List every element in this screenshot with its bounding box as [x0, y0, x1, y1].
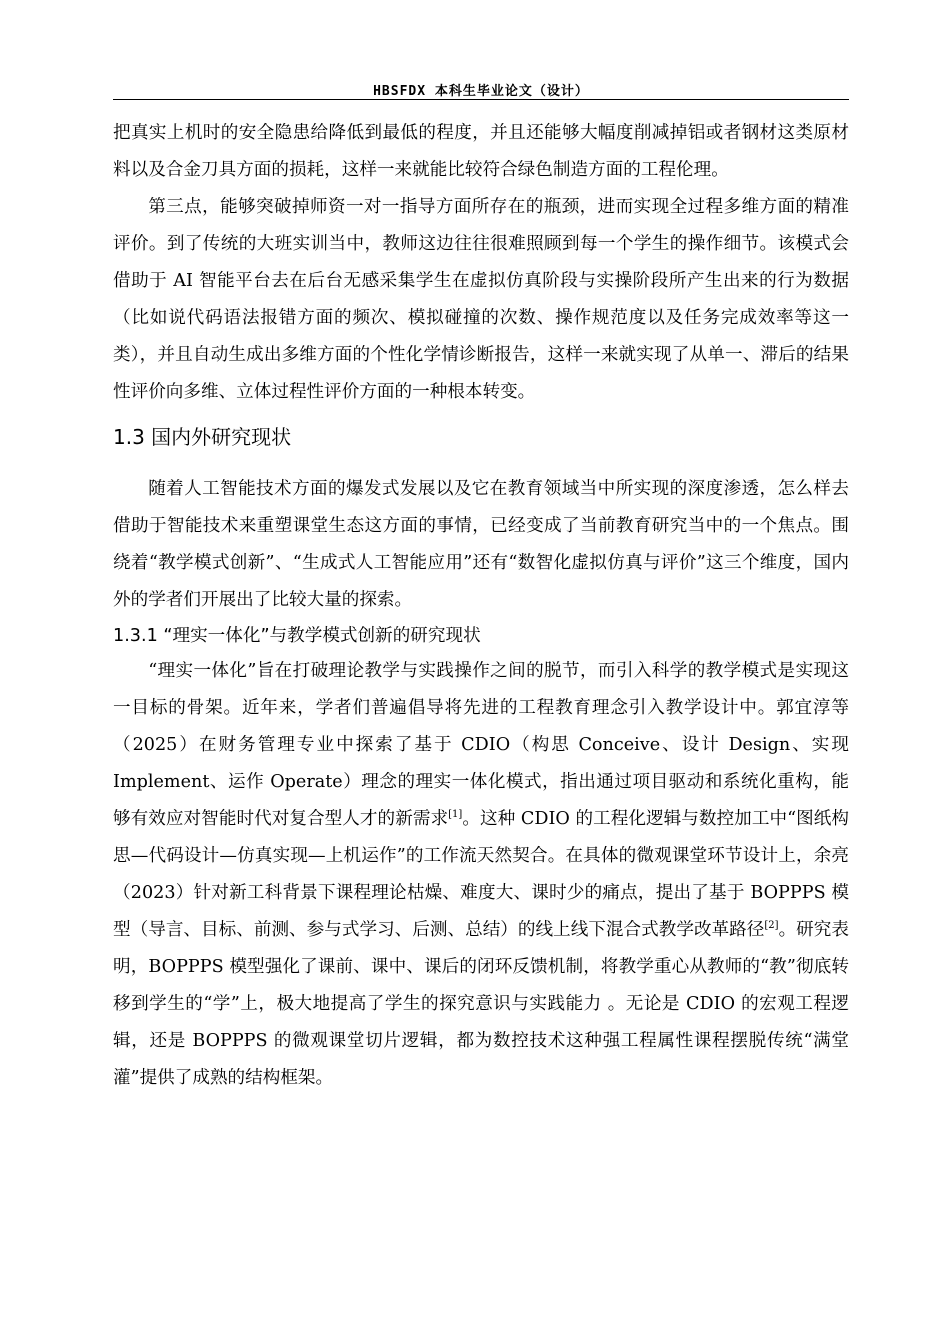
- paragraph-4-part-c: 。研究表明，BOPPPS 模型强化了课前、课中、课后的闭环反馈机制，将教学重心从教师的“教”彻底转移到学生的“学”上，极大地提高了学生的探究意识与实践能力 。无论是 CDIO 的宏观工程逻辑，还是 BOPPPS 的微观课堂切片逻辑，都为数控技术这种强工程属性课程摆脱传统“满堂灌”提供了成熟的结构框架。: [113, 920, 849, 1088]
- paragraph-4-part-a: “理实一体化”旨在打破理论教学与实践操作之间的脱节，而引入科学的教学模式是实现这一目标的骨架。近年来，学者们普遍倡导将先进的工程教育理念引入教学设计中。郭宜淳等（2025）在财务管理专业中探索了基于 CDIO（构思 Conceive、设计 Design、实现 Implement、运作 Operate）理念的理实一体化模式，指出通过项目驱动和系统化重构，能够有效应对智能时代对复合型人才的新需求: [113, 661, 849, 829]
- paragraph-4: [113, 653, 849, 1097]
- section-heading-1-3: 1.3 国内外研究现状: [113, 425, 292, 449]
- running-header: HBSFDX 本科生毕业论文（设计）: [373, 84, 589, 99]
- paragraph-2: 第三点，能够突破掉师资一对一指导方面所存在的瓶颈，进而实现全过程多维方面的精准评价。到了传统的大班实训当中，教师这边往往很难照顾到每一个学生的操作细节。该模式会借助于 AI 智能平台去在后台无感采集学生在虚拟仿真阶段与实操阶段所产生出来的行为数据（比如说代码语法报错方面的频次、模拟碰撞的次数、操作规范度以及任务完成效率等这一类），并且自动生成出多维方面的个性化学情诊断报告，这样一来就实现了从单一、滞后的结果性评价向多维、立体过程性评价方面的一种根本转变。: [113, 197, 849, 402]
- subsection-heading-1-3-1: 1.3.1 “理实一体化”与教学模式创新的研究现状: [113, 626, 481, 646]
- paragraph-1: 把真实上机时的安全隐患给降低到最低的程度，并且还能够大幅度削减掉铝或者钢材这类原材料以及合金刀具方面的损耗，这样一来就能比较符合绿色制造方面的工程伦理。: [113, 123, 849, 180]
- paragraph-4-part-b: 。这种 CDIO 的工程化逻辑与数控加工中“图纸构思—代码设计—仿真实现—上机运作”的工作流天然契合。在具体的微观课堂环节设计上，余亮（2023）针对新工科背景下课程理论枯燥、难度大、课时少的痛点，提出了基于 BOPPPS 模型（导言、目标、前测、参与式学习、后测、总结）的线上线下混合式教学改革路径: [113, 809, 849, 940]
- header-divider: [113, 99, 849, 100]
- paragraph-3: 随着人工智能技术方面的爆发式发展以及它在教育领域当中所实现的深度渗透，怎么样去借助于智能技术来重塑课堂生态这方面的事情，已经变成了当前教育研究当中的一个焦点。围绕着“教学模式创新”、“生成式人工智能应用”还有“数智化虚拟仿真与评价”这三个维度，国内外的学者们开展出了比较大量的探索。: [113, 479, 849, 610]
- document-body: [113, 115, 849, 1097]
- citation-2[interactable]: [2]: [764, 920, 779, 932]
- citation-1[interactable]: [1]: [448, 809, 463, 821]
